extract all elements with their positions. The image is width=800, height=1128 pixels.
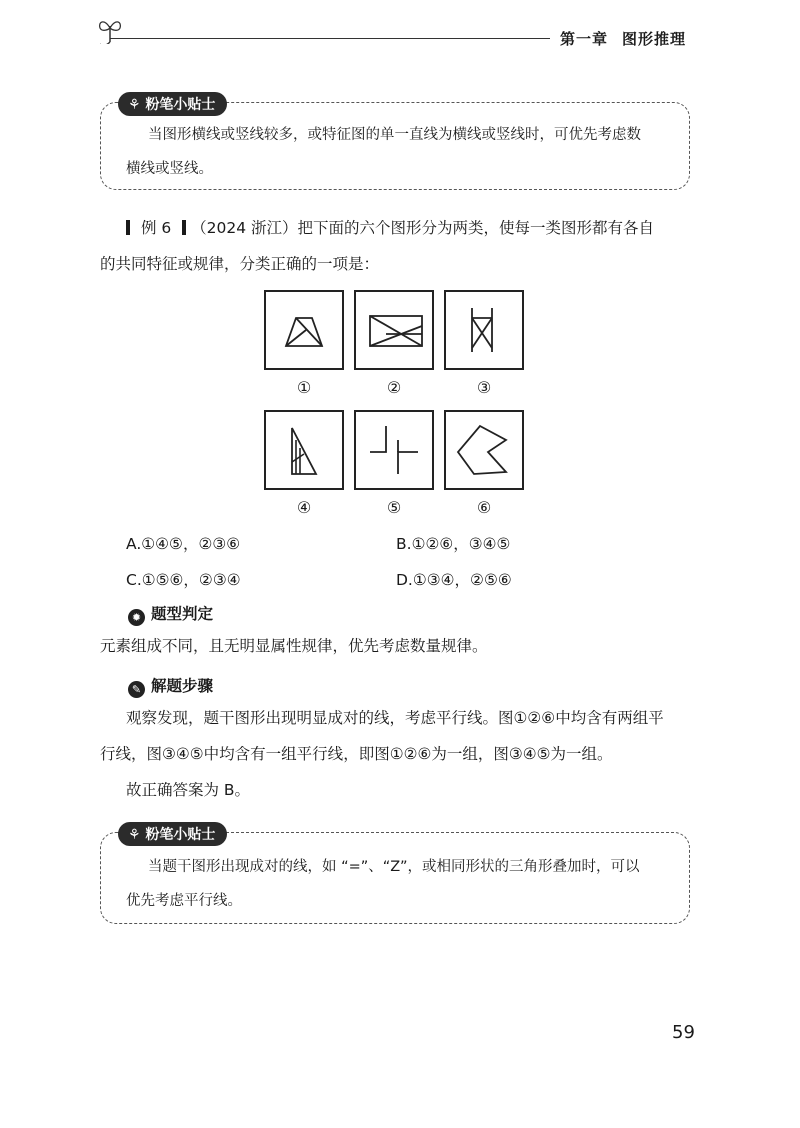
- tip-label-1: ⚘ 粉笔小贴士: [118, 92, 227, 116]
- option-c: C.①⑤⑥，②③④: [126, 571, 241, 589]
- example-source: （2024 浙江）: [191, 219, 298, 237]
- option-b: B.①②⑥，③④⑤: [396, 535, 511, 553]
- figure-4-drawing: [266, 412, 342, 488]
- figure-3-drawing: [446, 292, 522, 368]
- tip-text-2-line2: 优先考虑平行线。: [126, 893, 242, 909]
- figure-label-6: ⑥: [476, 498, 492, 517]
- chapter-number: 第一章: [560, 30, 609, 48]
- page-number: 59: [672, 1022, 695, 1043]
- figure-label-3: ③: [476, 378, 492, 397]
- answer-line: 故正确答案为 B。: [126, 781, 251, 799]
- gear-icon: ✹: [128, 609, 145, 626]
- steps-line-2: 行线，图③④⑤中均含有一组平行线，即图①②⑥为一组，图③④⑤为一组。: [100, 745, 613, 763]
- figure-label-1: ①: [296, 378, 312, 397]
- figure-4: [264, 410, 344, 490]
- chapter-header: [560, 28, 686, 49]
- figure-2: [354, 290, 434, 370]
- figure-6: [444, 410, 524, 490]
- steps-line-1: 观察发现，题干图形出现明显成对的线，考虑平行线。图①②⑥中均含有两组平: [126, 709, 664, 727]
- example-question: 把下面的六个图形分为两类，使每一类图形都有各自: [297, 219, 654, 237]
- header-rule: [110, 38, 550, 39]
- figure-1: [264, 290, 344, 370]
- figure-6-drawing: [446, 412, 522, 488]
- option-d: D.①③④，②⑤⑥: [396, 571, 512, 589]
- tip-label-2: ⚘ 粉笔小贴士: [118, 822, 227, 846]
- option-a: A.①④⑤，②③⑥: [126, 535, 241, 553]
- sprout-icon: ⚘: [128, 827, 146, 843]
- figure-label-4: ④: [296, 498, 312, 517]
- example-line-2: 的共同特征或规律，分类正确的一项是：: [100, 255, 380, 273]
- example-number: 例 6: [140, 219, 172, 237]
- figure-5: [354, 410, 434, 490]
- figure-5-drawing: [356, 412, 432, 488]
- figure-2-drawing: [356, 292, 432, 368]
- figure-1-drawing: [266, 292, 342, 368]
- bracket-mark: [126, 220, 130, 235]
- bracket-mark: [182, 220, 186, 235]
- figure-label-2: ②: [386, 378, 402, 397]
- figure-label-5: ⑤: [386, 498, 402, 517]
- type-text: 元素组成不同，且无明显属性规律，优先考虑数量规律。: [100, 637, 488, 655]
- tip-text-1-line1: 当图形横线或竖线较多，或特征图的单一直线为横线或竖线时，可优先考虑数: [148, 127, 641, 143]
- sprout-icon: ⚘: [128, 97, 146, 113]
- section-steps-title: ✎ 解题步骤: [128, 674, 213, 698]
- section-type-title: ✹ 题型判定: [128, 602, 213, 626]
- figure-3: [444, 290, 524, 370]
- sprout-icon: [96, 16, 126, 44]
- tip-text-1-line2: 横线或竖线。: [126, 161, 213, 177]
- example-line-1: [126, 210, 654, 246]
- tip-text-2-line1: 当题干图形出现成对的线，如 “=”、“Z”，或相同形状的三角形叠加时，可以: [148, 859, 640, 875]
- chapter-title: 图形推理: [622, 30, 687, 48]
- key-icon: ✎: [128, 681, 145, 698]
